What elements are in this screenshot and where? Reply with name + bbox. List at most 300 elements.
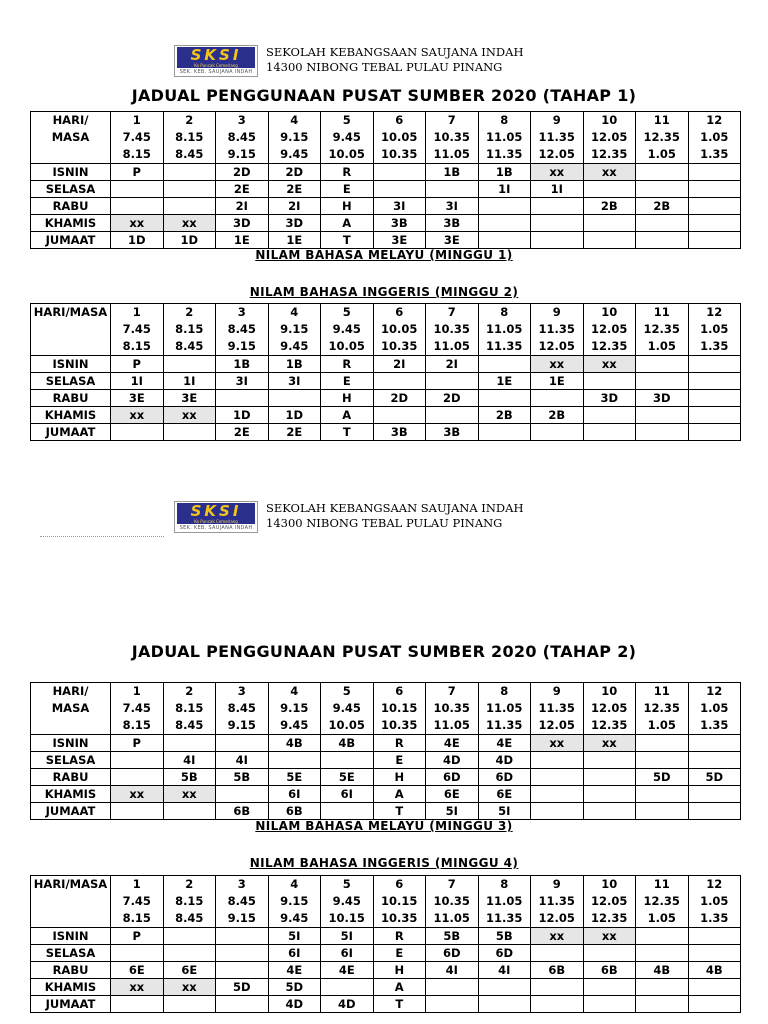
- slot-cell: [688, 356, 741, 373]
- slot-cell: [373, 181, 426, 198]
- period-number: 1: [132, 877, 141, 891]
- table-row: [31, 407, 741, 424]
- slot-cell: 6B: [531, 962, 584, 979]
- period-header: [373, 876, 426, 928]
- slot-cell: E: [373, 752, 426, 769]
- slot-cell: 4D: [478, 752, 531, 769]
- slot-cell: [216, 786, 269, 803]
- slot-cell: [688, 215, 741, 232]
- day-label: RABU: [31, 390, 111, 407]
- day-label: KHAMIS: [31, 407, 111, 424]
- period-end: 11.35: [486, 339, 523, 353]
- dotted-divider: [40, 536, 164, 537]
- period-header: [636, 112, 689, 164]
- period-header: [478, 304, 531, 356]
- slot-cell: [583, 996, 636, 1013]
- day-label: SELASA: [31, 373, 111, 390]
- slot-cell: 5E: [268, 769, 321, 786]
- table-row: [31, 786, 741, 803]
- slot-cell: [478, 232, 531, 249]
- slot-cell: [478, 356, 531, 373]
- slot-cell: [636, 232, 689, 249]
- slot-cell: 1B: [426, 164, 479, 181]
- phase1-title: JADUAL PENGGUNAAN PUSAT SUMBER 2020 (TAHAP 1): [131, 86, 637, 105]
- slot-cell: 6D: [478, 945, 531, 962]
- slot-cell: 5D: [636, 769, 689, 786]
- day-label: KHAMIS: [31, 786, 111, 803]
- slot-cell: [688, 735, 741, 752]
- period-number: 6: [395, 877, 404, 891]
- slot-cell: [636, 424, 689, 441]
- period-number: 10: [601, 877, 618, 891]
- period-number: 10: [601, 305, 618, 319]
- period-header: [111, 112, 164, 164]
- period-end: 10.15: [328, 911, 365, 925]
- slot-cell: 4I: [426, 962, 479, 979]
- slot-cell: [636, 928, 689, 945]
- period-start: 9.15: [280, 894, 309, 908]
- day-label: SELASA: [31, 752, 111, 769]
- period-number: 2: [185, 877, 194, 891]
- table-row: [31, 752, 741, 769]
- slot-cell: xx: [163, 979, 216, 996]
- slot-cell: [478, 198, 531, 215]
- period-header: [583, 304, 636, 356]
- period-end: 8.15: [122, 339, 151, 353]
- period-start: 9.15: [280, 322, 309, 336]
- slot-cell: E: [321, 373, 374, 390]
- period-start: 1.05: [700, 322, 729, 336]
- table-row: [31, 373, 741, 390]
- slot-cell: 1I: [531, 181, 584, 198]
- slot-cell: 4D: [426, 752, 479, 769]
- period-start: 10.35: [433, 130, 470, 144]
- slot-cell: 6D: [426, 769, 479, 786]
- slot-cell: 4B: [636, 962, 689, 979]
- slot-cell: [636, 407, 689, 424]
- slot-cell: [583, 979, 636, 996]
- period-header: [373, 304, 426, 356]
- slot-cell: [688, 945, 741, 962]
- corner-header: [31, 876, 111, 928]
- corner-header: [31, 304, 111, 356]
- slot-cell: 4E: [426, 735, 479, 752]
- header-row: [31, 683, 741, 735]
- period-start: 12.35: [643, 894, 680, 908]
- slot-cell: 1I: [478, 181, 531, 198]
- slot-cell: 4B: [688, 962, 741, 979]
- slot-cell: [583, 373, 636, 390]
- slot-cell: 6I: [321, 945, 374, 962]
- period-end: 10.35: [381, 147, 418, 161]
- slot-cell: 4I: [163, 752, 216, 769]
- period-header: [163, 304, 216, 356]
- slot-cell: xx: [583, 164, 636, 181]
- period-number: 7: [447, 305, 456, 319]
- corner-label: MASA: [51, 701, 90, 715]
- period-header: [163, 683, 216, 735]
- table-row: [31, 164, 741, 181]
- slot-cell: 2E: [268, 181, 321, 198]
- table-row: [31, 424, 741, 441]
- period-end: 12.35: [591, 147, 628, 161]
- slot-cell: [583, 181, 636, 198]
- slot-cell: 4I: [478, 962, 531, 979]
- period-end: 8.45: [175, 718, 204, 732]
- slot-cell: 3D: [268, 215, 321, 232]
- slot-cell: 1E: [268, 232, 321, 249]
- period-start: 8.15: [175, 130, 204, 144]
- period-end: 8.45: [175, 147, 204, 161]
- period-header: [531, 876, 584, 928]
- slot-cell: 3E: [163, 390, 216, 407]
- period-header: [111, 304, 164, 356]
- slot-cell: 3E: [111, 390, 164, 407]
- phase2-inggeris-label: NILAM BAHASA INGGERIS (MINGGU 4): [249, 856, 519, 870]
- slot-cell: [688, 198, 741, 215]
- table-row: [31, 945, 741, 962]
- table-row: [31, 996, 741, 1013]
- slot-cell: 5B: [216, 769, 269, 786]
- period-header: [321, 876, 374, 928]
- slot-cell: [531, 996, 584, 1013]
- period-start: 10.35: [433, 701, 470, 715]
- corner-label: HARI/MASA: [33, 877, 108, 891]
- slot-cell: xx: [583, 356, 636, 373]
- slot-cell: 1B: [216, 356, 269, 373]
- slot-cell: 2I: [373, 356, 426, 373]
- period-number: 11: [653, 684, 670, 698]
- period-start: 10.05: [381, 322, 418, 336]
- slot-cell: A: [321, 407, 374, 424]
- slot-cell: xx: [111, 979, 164, 996]
- period-end: 11.05: [433, 339, 470, 353]
- period-number: 11: [653, 877, 670, 891]
- slot-cell: 3D: [636, 390, 689, 407]
- slot-cell: 3E: [426, 232, 479, 249]
- slot-cell: [426, 181, 479, 198]
- slot-cell: 5I: [426, 803, 479, 820]
- slot-cell: 1E: [216, 232, 269, 249]
- period-start: 12.05: [591, 322, 628, 336]
- slot-cell: [636, 373, 689, 390]
- period-start: 12.35: [643, 701, 680, 715]
- slot-cell: 6B: [216, 803, 269, 820]
- day-label: KHAMIS: [31, 979, 111, 996]
- period-header: [268, 112, 321, 164]
- period-number: 11: [653, 305, 670, 319]
- slot-cell: [426, 979, 479, 996]
- period-header: [688, 683, 741, 735]
- slot-cell: 2D: [426, 390, 479, 407]
- period-header: [531, 683, 584, 735]
- slot-cell: [426, 407, 479, 424]
- period-end: 8.45: [175, 911, 204, 925]
- school-logo: [174, 501, 258, 533]
- slot-cell: [531, 752, 584, 769]
- slot-cell: 2B: [478, 407, 531, 424]
- slot-cell: [636, 356, 689, 373]
- period-number: 12: [706, 684, 723, 698]
- slot-cell: 2D: [373, 390, 426, 407]
- period-end: 12.05: [538, 147, 575, 161]
- period-header: [531, 112, 584, 164]
- period-end: 1.05: [647, 339, 676, 353]
- slot-cell: xx: [531, 928, 584, 945]
- school-header-2: [174, 501, 594, 535]
- period-header: [478, 876, 531, 928]
- slot-cell: 2D: [268, 164, 321, 181]
- slot-cell: 2I: [426, 356, 479, 373]
- period-end: 9.15: [227, 911, 256, 925]
- slot-cell: [531, 786, 584, 803]
- period-number: 5: [342, 305, 351, 319]
- day-label: ISNIN: [31, 164, 111, 181]
- slot-cell: [216, 390, 269, 407]
- period-number: 3: [237, 684, 246, 698]
- slot-cell: 3D: [583, 390, 636, 407]
- period-start: 11.05: [486, 322, 523, 336]
- logo-subtext: SEK. KEB. SAUJANA INDAH: [179, 525, 253, 531]
- period-number: 3: [237, 305, 246, 319]
- period-end: 11.05: [433, 718, 470, 732]
- period-number: 9: [552, 877, 561, 891]
- period-start: 11.05: [486, 701, 523, 715]
- period-end: 10.35: [381, 339, 418, 353]
- school-info: [266, 501, 523, 531]
- period-header: [426, 112, 479, 164]
- slot-cell: xx: [111, 407, 164, 424]
- period-end: 1.35: [700, 718, 729, 732]
- period-number: 4: [290, 113, 299, 127]
- slot-cell: [636, 752, 689, 769]
- period-header: [216, 304, 269, 356]
- slot-cell: [111, 996, 164, 1013]
- period-end: 9.15: [227, 147, 256, 161]
- period-number: 1: [132, 684, 141, 698]
- slot-cell: [688, 164, 741, 181]
- period-start: 9.45: [332, 701, 361, 715]
- slot-cell: [688, 979, 741, 996]
- slot-cell: 5E: [321, 769, 374, 786]
- period-header: [111, 876, 164, 928]
- period-start: 7.45: [122, 894, 151, 908]
- slot-cell: [163, 356, 216, 373]
- slot-cell: [373, 407, 426, 424]
- period-start: 12.05: [591, 130, 628, 144]
- slot-cell: [163, 198, 216, 215]
- period-number: 12: [706, 877, 723, 891]
- slot-cell: [636, 803, 689, 820]
- table-row: [31, 803, 741, 820]
- period-header: [688, 112, 741, 164]
- period-start: 9.45: [332, 130, 361, 144]
- slot-cell: [688, 752, 741, 769]
- slot-cell: [478, 996, 531, 1013]
- slot-cell: xx: [583, 928, 636, 945]
- slot-cell: 2B: [531, 407, 584, 424]
- period-number: 6: [395, 305, 404, 319]
- slot-cell: xx: [531, 735, 584, 752]
- slot-cell: [163, 164, 216, 181]
- slot-cell: [111, 752, 164, 769]
- header-row: [31, 304, 741, 356]
- corner-label: [31, 321, 110, 338]
- slot-cell: [111, 198, 164, 215]
- slot-cell: [163, 181, 216, 198]
- logo-subtext: SEK. KEB. SAUJANA INDAH: [179, 69, 253, 75]
- period-start: 12.05: [591, 894, 628, 908]
- period-number: 6: [395, 684, 404, 698]
- period-start: 10.35: [433, 894, 470, 908]
- header-row: [31, 112, 741, 164]
- slot-cell: 3B: [373, 424, 426, 441]
- period-end: 1.35: [700, 147, 729, 161]
- period-start: 10.05: [381, 130, 418, 144]
- slot-cell: E: [373, 945, 426, 962]
- period-end: 10.35: [381, 911, 418, 925]
- phase2-table-inggeris: [30, 875, 741, 1013]
- slot-cell: xx: [531, 356, 584, 373]
- slot-cell: 5B: [163, 769, 216, 786]
- corner-label: MASA: [51, 130, 90, 144]
- school-address: 14300 NIBONG TEBAL PULAU PINANG: [266, 516, 503, 530]
- slot-cell: [163, 424, 216, 441]
- slot-cell: [583, 769, 636, 786]
- phase2-title: JADUAL PENGGUNAAN PUSAT SUMBER 2020 (TAHAP 2): [131, 642, 637, 661]
- period-number: 7: [447, 684, 456, 698]
- day-label: RABU: [31, 769, 111, 786]
- day-label: SELASA: [31, 181, 111, 198]
- slot-cell: [583, 803, 636, 820]
- period-header: [531, 304, 584, 356]
- period-header: [688, 304, 741, 356]
- slot-cell: [636, 215, 689, 232]
- slot-cell: 5B: [426, 928, 479, 945]
- period-start: 10.15: [381, 894, 418, 908]
- period-header: [268, 876, 321, 928]
- corner-label: HARI/MASA: [33, 305, 108, 319]
- slot-cell: H: [373, 962, 426, 979]
- period-header: [636, 683, 689, 735]
- slot-cell: [111, 803, 164, 820]
- period-header: [426, 304, 479, 356]
- period-header: [478, 112, 531, 164]
- slot-cell: [636, 979, 689, 996]
- slot-cell: 1B: [478, 164, 531, 181]
- period-header: [321, 304, 374, 356]
- header-row: [31, 876, 741, 928]
- day-label: ISNIN: [31, 356, 111, 373]
- slot-cell: [111, 181, 164, 198]
- period-number: 11: [653, 113, 670, 127]
- phase1-table-melayu: [30, 111, 741, 249]
- slot-cell: [688, 928, 741, 945]
- slot-cell: 5B: [478, 928, 531, 945]
- period-start: 12.35: [643, 322, 680, 336]
- slot-cell: R: [373, 928, 426, 945]
- slot-cell: [216, 945, 269, 962]
- logo-motto: Ke Puncak Cemerlang: [194, 519, 238, 524]
- period-number: 12: [706, 305, 723, 319]
- period-end: 1.05: [647, 147, 676, 161]
- period-header: [583, 112, 636, 164]
- slot-cell: 1D: [216, 407, 269, 424]
- slot-cell: 3D: [216, 215, 269, 232]
- period-header: [583, 876, 636, 928]
- slot-cell: [426, 373, 479, 390]
- slot-cell: xx: [163, 786, 216, 803]
- period-start: 10.15: [381, 701, 418, 715]
- slot-cell: 6B: [583, 962, 636, 979]
- school-logo: [174, 45, 258, 77]
- slot-cell: [636, 164, 689, 181]
- slot-cell: [216, 928, 269, 945]
- period-header: [321, 112, 374, 164]
- slot-cell: [321, 803, 374, 820]
- day-label: JUMAAT: [31, 803, 111, 820]
- slot-cell: H: [321, 390, 374, 407]
- slot-cell: R: [321, 356, 374, 373]
- period-number: 12: [706, 113, 723, 127]
- slot-cell: 1D: [268, 407, 321, 424]
- slot-cell: [111, 424, 164, 441]
- day-label: JUMAAT: [31, 996, 111, 1013]
- phase2-table-melayu: [30, 682, 741, 820]
- slot-cell: 4D: [268, 996, 321, 1013]
- slot-cell: [531, 945, 584, 962]
- slot-cell: [688, 407, 741, 424]
- slot-cell: [216, 996, 269, 1013]
- slot-cell: [531, 198, 584, 215]
- logo-text: SKSI: [190, 46, 242, 64]
- slot-cell: [531, 232, 584, 249]
- period-start: 7.45: [122, 701, 151, 715]
- slot-cell: [426, 996, 479, 1013]
- period-end: 11.05: [433, 911, 470, 925]
- period-number: 8: [500, 684, 509, 698]
- slot-cell: 2D: [216, 164, 269, 181]
- period-header: [321, 683, 374, 735]
- period-end: 12.35: [591, 911, 628, 925]
- period-end: 9.45: [280, 339, 309, 353]
- slot-cell: 1I: [163, 373, 216, 390]
- period-number: 4: [290, 684, 299, 698]
- period-start: 9.45: [332, 894, 361, 908]
- slot-cell: R: [373, 735, 426, 752]
- table-row: [31, 390, 741, 407]
- slot-cell: [478, 390, 531, 407]
- phase1-table-inggeris: [30, 303, 741, 441]
- corner-label: HARI/: [52, 113, 89, 127]
- period-start: 11.05: [486, 894, 523, 908]
- table-row: [31, 735, 741, 752]
- slot-cell: [478, 424, 531, 441]
- slot-cell: 1B: [268, 356, 321, 373]
- period-end: 9.45: [280, 911, 309, 925]
- slot-cell: 3E: [373, 232, 426, 249]
- slot-cell: [688, 803, 741, 820]
- slot-cell: 1I: [111, 373, 164, 390]
- period-end: 12.35: [591, 339, 628, 353]
- slot-cell: 3I: [216, 373, 269, 390]
- slot-cell: [531, 979, 584, 996]
- slot-cell: [111, 769, 164, 786]
- day-label: KHAMIS: [31, 215, 111, 232]
- table-row: [31, 962, 741, 979]
- slot-cell: 1D: [111, 232, 164, 249]
- day-label: RABU: [31, 198, 111, 215]
